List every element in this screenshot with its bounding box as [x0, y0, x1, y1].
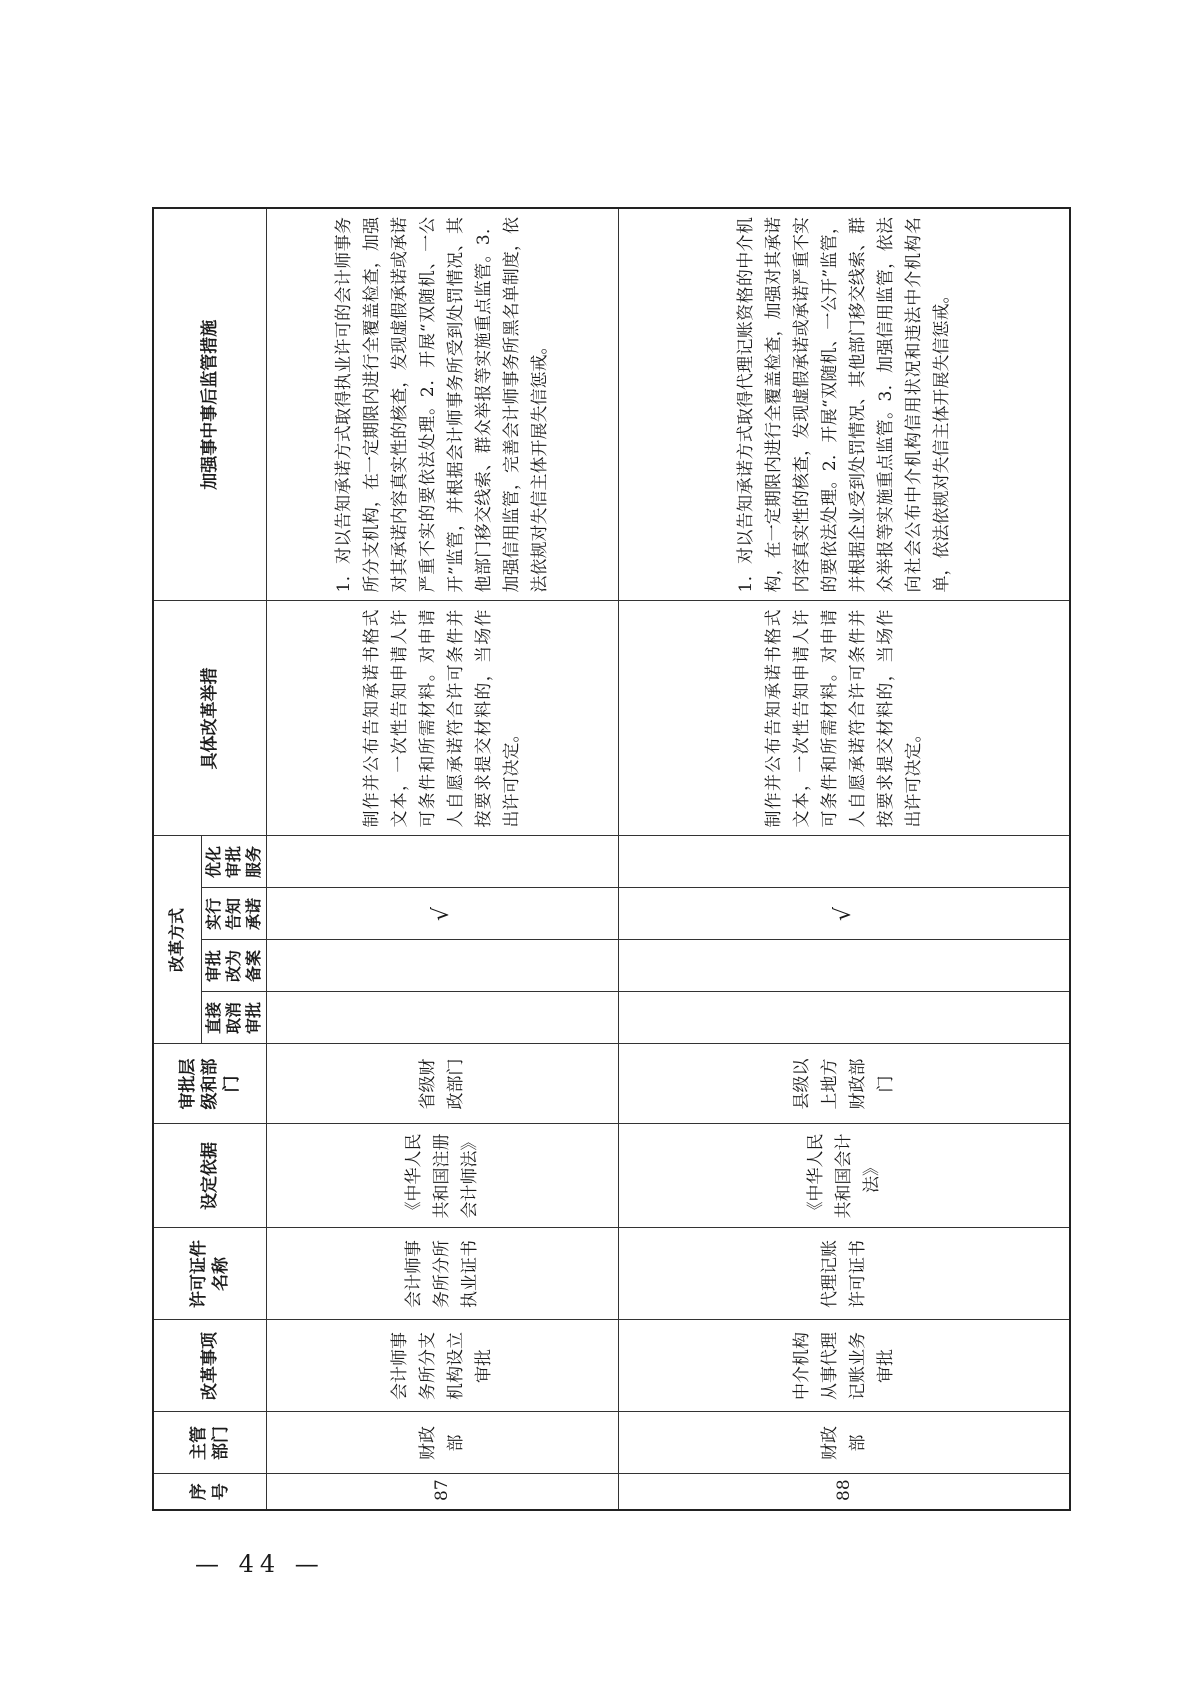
table-row	[618, 208, 1070, 1510]
cell-mode-optimize	[266, 836, 618, 888]
cell-measures: 制作并公布告知承诺书格式文本，一次性告知申请人许可条件和所需材料。对申请人自愿承诺符合许可条件并按要求提交材料的，当场作出许可决定。	[266, 601, 618, 836]
cell-supervision: 1．对以告知承诺方式取得代理记账资格的中介机构，在一定期限内进行全覆盖检查，加强对其承诺内容真实性的核查，发现虚假承诺或承诺严重不实的要依法处理。2．开展“双随机、一公开”监管，并根据企业受到处罚情况、其他部门移交线索、群众举报等实施重点监管。3．加强信用监管，依法向社会公布中介机构信用状况和违法中介机构名单，依法依规对失信主体开展失信惩戒。	[618, 208, 1070, 601]
table-rotator	[152, 209, 1044, 1511]
header-basis: 设定依据	[153, 1124, 266, 1228]
header-dept: 主管部门	[153, 1412, 266, 1474]
table-row	[266, 208, 618, 1510]
reform-table	[152, 207, 1071, 1511]
cell-item: 中介机构从事代理记账业务审批	[618, 1320, 1070, 1412]
header-mode: 改革方式	[153, 836, 201, 1044]
cell-level: 县级以上地方财政部门	[618, 1044, 1070, 1124]
header-mode-optimize: 优化审批服务	[201, 836, 266, 888]
cell-mode-promise: √	[266, 888, 618, 940]
cell-license: 会计师事务所分所执业证书	[266, 1228, 618, 1320]
cell-dept: 财政部	[618, 1412, 1070, 1474]
cell-mode-filing	[618, 940, 1070, 992]
cell-basis: 《中华人民共和国注册会计师法》	[266, 1124, 618, 1228]
cell-supervision: 1．对以告知承诺方式取得执业许可的会计师事务所分支机构，在一定期限内进行全覆盖检查，加强对其承诺内容真实性的核查，发现虚假承诺或承诺严重不实的要依法处理。2．开展“双随机、一公开”监管，并根据会计师事务所受到处罚情况、其他部门移交线索、群众举报等实施重点监管。3．加强信用监管，完善会计师事务所黑名单制度，依法依规对失信主体开展失信惩戒。	[266, 208, 618, 601]
header-mode-promise: 实行告知承诺	[201, 888, 266, 940]
header-mode-filing: 审批改为备案	[201, 940, 266, 992]
cell-mode-filing	[266, 940, 618, 992]
cell-license: 代理记账许可证书	[618, 1228, 1070, 1320]
cell-item: 会计师事务所分支机构设立审批	[266, 1320, 618, 1412]
cell-measures: 制作并公布告知承诺书格式文本，一次性告知申请人许可条件和所需材料。对申请人自愿承诺符合许可条件并按要求提交材料的，当场作出许可决定。	[618, 601, 1070, 836]
header-supervision: 加强事中事后监管措施	[153, 208, 266, 601]
header-level: 审批层级和部门	[153, 1044, 266, 1124]
cell-mode-promise: √	[618, 888, 1070, 940]
header-license: 许可证件名称	[153, 1228, 266, 1320]
cell-mode-optimize	[618, 836, 1070, 888]
header-mode-cancel: 直接取消审批	[201, 992, 266, 1044]
cell-basis: 《中华人民共和国会计法》	[618, 1124, 1070, 1228]
page-number: — 44 —	[195, 1550, 325, 1578]
header-item: 改革事项	[153, 1320, 266, 1412]
cell-dept: 财政部	[266, 1412, 618, 1474]
cell-seq: 87	[266, 1474, 618, 1510]
cell-mode-cancel	[266, 992, 618, 1044]
cell-level: 省级财政部门	[266, 1044, 618, 1124]
header-seq: 序号	[153, 1474, 266, 1510]
cell-seq: 88	[618, 1474, 1070, 1510]
cell-mode-cancel	[618, 992, 1070, 1044]
header-measures: 具体改革举措	[153, 601, 266, 836]
header-row-1	[153, 208, 201, 1510]
rotated-table-container	[152, 209, 1044, 1511]
